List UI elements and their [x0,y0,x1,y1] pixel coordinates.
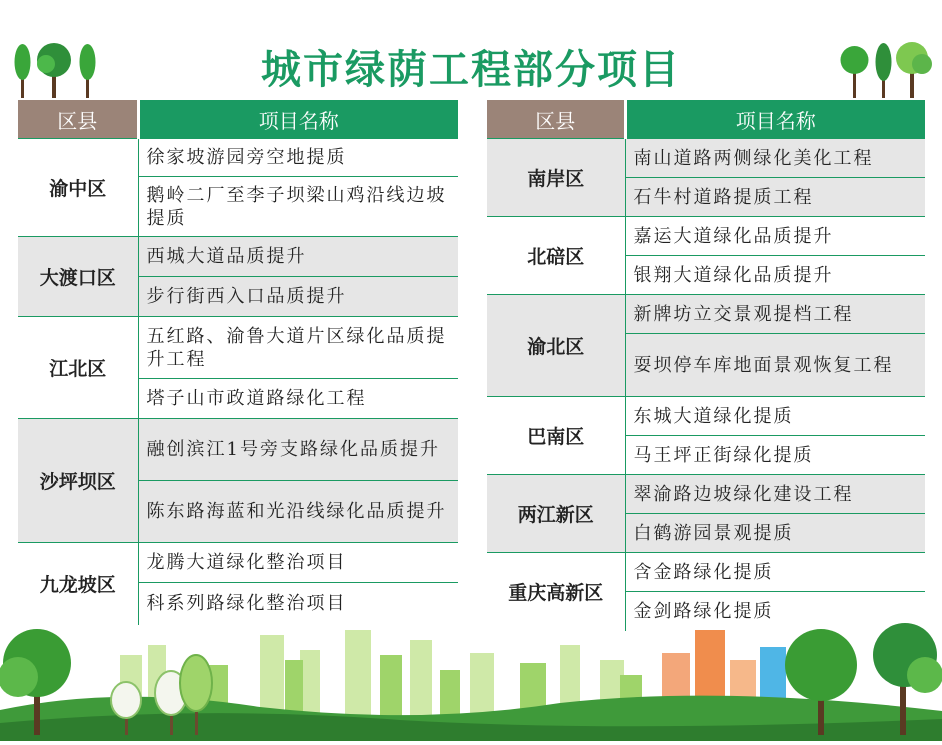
project-cell: 科系列路绿化整治项目 [138,583,458,625]
county-cell: 渝北区 [487,295,625,397]
project-cell: 五红路、渝鲁大道片区绿化品质提升工程 [138,317,458,379]
county-cell: 南岸区 [487,139,625,217]
project-cell: 银翔大道绿化品质提升 [625,256,925,295]
county-cell: 江北区 [18,317,138,419]
project-cell: 南山道路两侧绿化美化工程 [625,139,925,178]
project-cell: 马王坪正街绿化提质 [625,436,925,475]
header-county: 区县 [18,100,138,139]
tree-icon [838,40,938,100]
project-cell: 融创滨江1号旁支路绿化品质提升 [138,419,458,481]
county-cell: 沙坪坝区 [18,419,138,543]
project-cell: 嘉运大道绿化品质提升 [625,217,925,256]
project-cell: 西城大道品质提升 [138,237,458,277]
county-cell: 重庆高新区 [487,553,625,631]
county-cell: 渝中区 [18,139,138,237]
header-county: 区县 [487,100,625,139]
project-cell: 龙腾大道绿化整治项目 [138,543,458,583]
project-cell: 徐家坡游园旁空地提质 [138,139,458,177]
project-cell: 新牌坊立交景观提档工程 [625,295,925,334]
project-cell: 耍坝停车库地面景观恢复工程 [625,334,925,397]
city-landscape-illustration [0,615,942,741]
project-table-left [18,100,458,625]
county-cell: 大渡口区 [18,237,138,317]
county-cell: 巴南区 [487,397,625,475]
landscape-svg [0,615,942,741]
project-cell: 金剑路绿化提质 [625,592,925,631]
project-cell: 陈东路海蓝和光沿线绿化品质提升 [138,481,458,543]
project-cell: 白鹤游园景观提质 [625,514,925,553]
project-cell: 鹅岭二厂至李子坝梁山鸡沿线边坡提质 [138,177,458,237]
header-project-name: 项目名称 [625,100,925,139]
project-cell: 含金路绿化提质 [625,553,925,592]
project-cell: 步行街西入口品质提升 [138,277,458,317]
project-cell: 石牛村道路提质工程 [625,178,925,217]
county-cell: 九龙坡区 [18,543,138,625]
county-cell: 北碚区 [487,217,625,295]
page-title: 城市绿荫工程部分项目 [261,46,681,93]
county-cell: 两江新区 [487,475,625,553]
project-cell: 塔子山市政道路绿化工程 [138,379,458,419]
header-project-name: 项目名称 [138,100,458,139]
project-cell: 翠渝路边坡绿化建设工程 [625,475,925,514]
trees-decoration-right [838,40,938,104]
project-table-right [487,100,925,631]
project-cell: 东城大道绿化提质 [625,397,925,436]
